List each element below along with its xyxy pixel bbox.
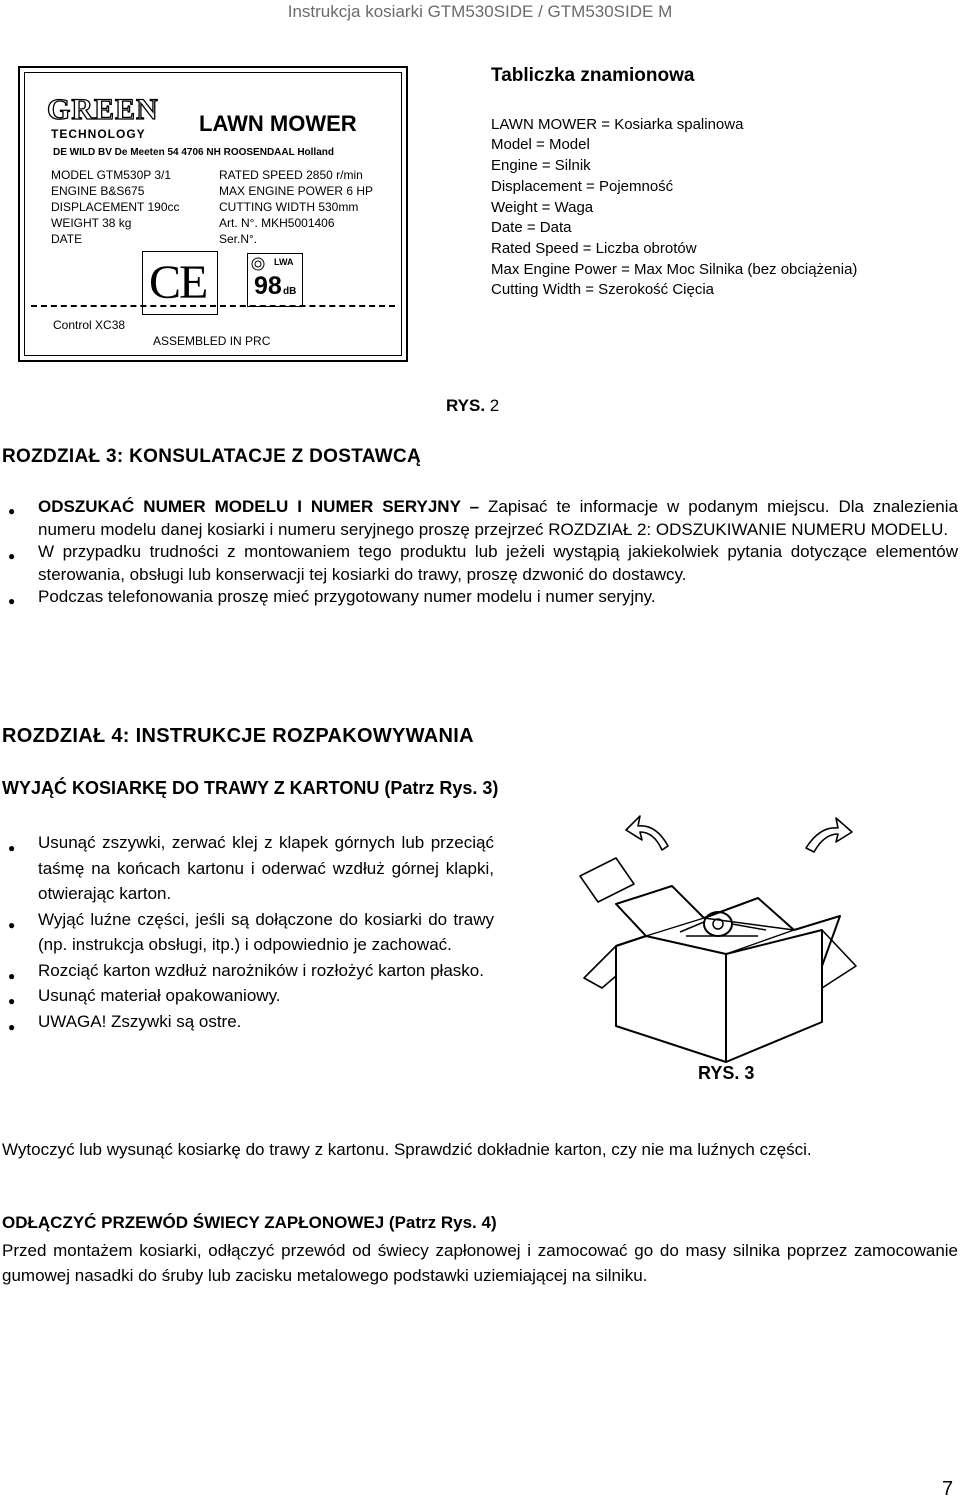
list-item-text: W przypadku trudności z montowaniem tego produktu lub jeżeli wystąpią jakiekolwiek pytania dotyczące elementów sterowania, obsługi lub konserwacji tej kosiarki do trawy, proszę dzwonić do dostawcy. [38,542,958,584]
list-item [8,983,494,1009]
lwa-label: LWA [274,257,294,267]
lwa-value: 98 [254,272,282,300]
legend-line: Date = Data [491,219,572,237]
legend-line: Rated Speed = Liczba obrotów [491,239,697,257]
list-item-text: Podczas telefonowania proszę mieć przygotowany numer modelu i numer seryjny. [38,587,656,606]
plate-dashed-divider [31,305,395,307]
legend-line: LAWN MOWER = Kosiarka spalinowa [491,115,744,133]
list-item-text: Usunąć materiał opakowaniowy. [38,986,281,1005]
list-item [8,907,494,958]
legend-line: Weight = Waga [491,198,594,216]
section-4-subheading: WYJĄĆ KOSIARKĘ DO TRAWY Z KARTONU (Patrz Rys. 3) [2,778,499,798]
list-item [8,958,494,984]
figure-2-caption-number: 2 [485,396,500,415]
bullet: ● [8,841,16,855]
list-item-text: Rozciąć karton wzdłuż narożników i rozłożyć karton płasko. [38,960,484,980]
plate-left-row: MODEL GTM530P 3/1 [51,168,172,182]
legend-line: Engine = Silnik [491,157,591,175]
brand-logo-sub: TECHNOLOGY [51,127,146,141]
list-item-text: Wyjąć luźne części, jeśli są dołączone do kosiarki do trawy (np. instrukcja obsługi, itp.) i odpowiednio je zachować. [38,909,494,954]
remove-mower-paragraph: Wytoczyć lub wysunąć kosiarkę do trawy z kartonu. Sprawdzić dokładnie karton, czy nie ma luźnych części. [2,1140,812,1159]
list-item-text: Usunąć zszywki, zerwać klej z klapek górnych lub przeciąć taśmę na końcach kartonu i oderwać wzdłuż górnej klapki, otwierając karton. [38,833,494,903]
bullet: ● [8,1019,16,1034]
plate-control: Control XC38 [53,318,126,332]
legend-line: Model = Model [491,136,590,154]
bullet: ● [8,917,16,932]
legend-line: Displacement = Pojemność [491,177,674,195]
plate-right-row: CUTTING WIDTH 530mm [219,200,359,214]
plate-right-row: MAX ENGINE POWER 6 HP [219,184,374,198]
figure-2-caption [446,396,499,416]
plate-assembled: ASSEMBLED IN PRC [153,334,271,348]
bullet: ● [8,549,16,563]
bullet: ● [8,968,16,983]
figure-3-caption: RYS. 3 [698,1063,755,1083]
plate-address: DE WILD BV De Meeten 54 4706 NH ROOSENDAAL Holland [53,147,334,158]
list-item [8,830,494,907]
legend-title: Tabliczka znamionowa [491,65,695,86]
bullet: ● [8,994,16,1008]
rating-plate [18,66,408,362]
plate-title: LAWN MOWER [199,111,357,136]
plate-right-row: Ser.N°. [219,232,258,246]
list-item [8,496,958,541]
ce-mark: CE [149,256,207,309]
page-number: 7 [942,1478,954,1500]
loose-part-icon [580,858,634,902]
list-item-bold: ODSZUKAĆ NUMER MODELU I NUMER SERYJNY – [38,497,488,516]
list-item-text: UWAGA! Zszywki są ostre. [38,1011,242,1031]
legend-line: Max Engine Power = Max Moc Silnika (bez obciążenia) [491,260,858,278]
rating-plate-inner-border [24,72,402,356]
list-item [8,541,958,586]
section-3-list [8,496,958,609]
sound-level-box [247,253,303,307]
noise-icon [251,257,265,271]
plate-right-row: Art. N°. MKH5001406 [219,216,335,230]
unpack-steps-list [8,830,494,1034]
plate-legend [491,66,857,301]
plate-left-row: WEIGHT 38 kg [51,216,132,230]
lwa-unit: dB [283,286,297,297]
running-header: Instrukcja kosiarki GTM530SIDE / GTM530SIDE M [287,2,673,21]
list-item [8,1009,494,1035]
plate-left-row: DATE [51,232,83,246]
brand-logo: GREEN [47,93,159,126]
flap-arrow-right-icon [806,818,852,852]
list-item-text: Zapisać te informacje w podanym miejscu. Dla znalezienia numeru modelu danej kosiarki i numeru seryjnego proszę przejrzeć ROZDZIAŁ 2: ODSZUKIWANIE NUMERU MODELU. [38,497,958,539]
open-box-illustration [576,812,866,1074]
flap-arrow-left-icon [626,816,668,850]
plate-right-row: RATED SPEED 2850 r/min [219,168,363,182]
plate-left-row: ENGINE B&S675 [51,184,145,198]
legend-line: Cutting Width = Szerokość Cięcia [491,281,715,299]
figure-2-caption-label: RYS. [446,396,486,415]
list-item [8,586,958,609]
bullet: ● [8,504,16,518]
spark-plug-paragraph: Przed montażem kosiarki, odłączyć przewód od świecy zapłonowej i zamocować go do masy silnika poprzez zamocowanie gumowej nasadki do śruby lub zacisku metalowego podstawki uziemiającej na silniku. [2,1241,958,1285]
section-4-heading: ROZDZIAŁ 4: INSTRUKCJE ROZPAKOWYWANIA [2,725,474,747]
bullet: ● [8,594,16,608]
section-3-heading: ROZDZIAŁ 3: KONSULATACJE Z DOSTAWCĄ [2,446,421,467]
plate-left-row: DISPLACEMENT 190cc [51,200,180,214]
spark-plug-heading: ODŁĄCZYĆ PRZEWÓD ŚWIECY ZAPŁONOWEJ (Patrz Rys. 4) [2,1213,497,1232]
